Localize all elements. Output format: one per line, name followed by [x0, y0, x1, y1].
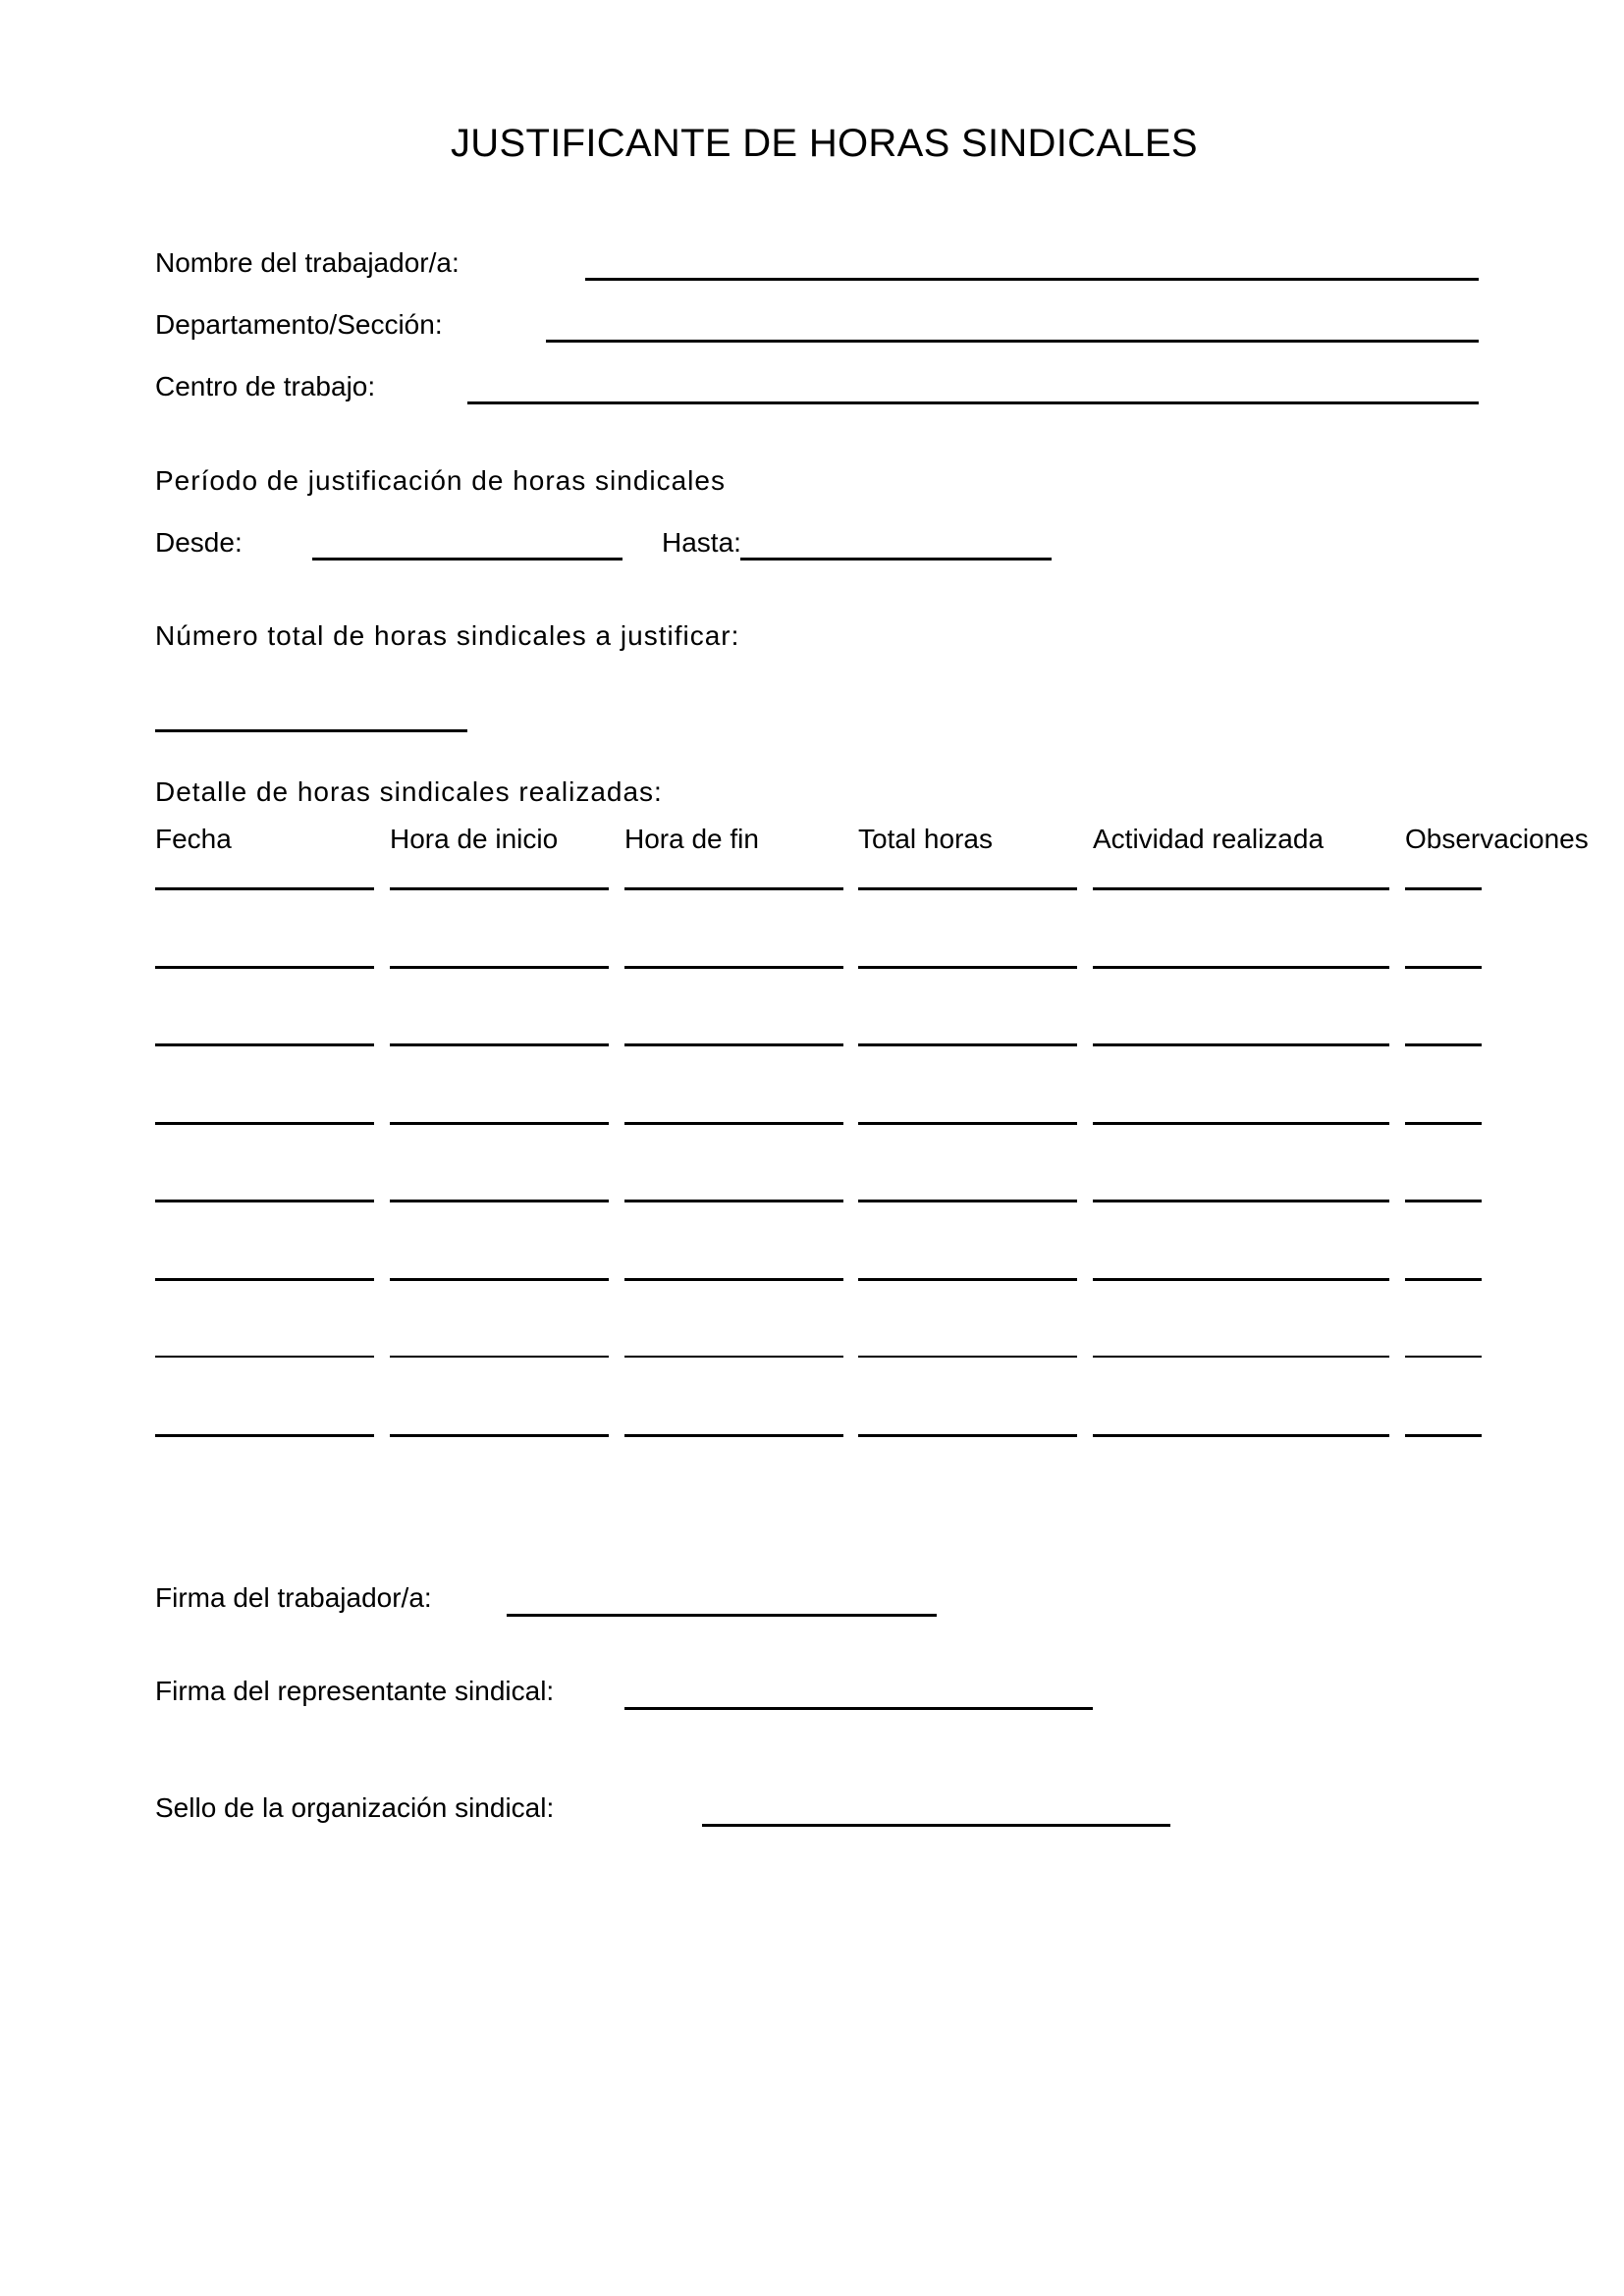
column-header-start-time: Hora de inicio: [390, 824, 559, 854]
table-cell-total-hours[interactable]: [858, 887, 1077, 890]
total-hours-field[interactable]: [155, 729, 467, 732]
table-cell-start-time[interactable]: [390, 1356, 609, 1358]
worker-name-label: Nombre del trabajador/a:: [155, 247, 460, 278]
union-stamp-label: Sello de la organización sindical:: [155, 1792, 555, 1823]
table-cell-start-time[interactable]: [390, 1043, 609, 1046]
table-cell-total-hours[interactable]: [858, 1356, 1077, 1358]
table-cell-observations[interactable]: [1405, 1434, 1482, 1437]
table-row: [0, 1434, 1624, 1446]
table-cell-start-time[interactable]: [390, 1434, 609, 1437]
table-cell-observations[interactable]: [1405, 1278, 1482, 1281]
detail-heading: Detalle de horas sindicales realizadas:: [155, 776, 663, 807]
department-label: Departamento/Sección:: [155, 309, 443, 340]
table-cell-observations[interactable]: [1405, 1200, 1482, 1202]
table-row: [0, 887, 1624, 899]
table-cell-observations[interactable]: [1405, 1122, 1482, 1125]
table-cell-date[interactable]: [155, 887, 374, 890]
period-heading: Período de justificación de horas sindicales: [155, 465, 726, 496]
document-title: JUSTIFICANTE DE HORAS SINDICALES: [451, 122, 1198, 165]
table-cell-activity[interactable]: [1093, 887, 1389, 890]
total-hours-label: Número total de horas sindicales a justificar:: [155, 620, 740, 651]
from-date-field[interactable]: [312, 558, 623, 561]
to-label: Hasta:: [662, 527, 741, 558]
worker-signature-field[interactable]: [507, 1614, 937, 1617]
table-cell-end-time[interactable]: [624, 1200, 843, 1202]
table-cell-date[interactable]: [155, 1200, 374, 1202]
table-cell-date[interactable]: [155, 966, 374, 969]
union-stamp-field[interactable]: [702, 1824, 1170, 1827]
table-cell-total-hours[interactable]: [858, 1043, 1077, 1046]
table-cell-total-hours[interactable]: [858, 1122, 1077, 1125]
table-cell-end-time[interactable]: [624, 1278, 843, 1281]
table-cell-activity[interactable]: [1093, 1434, 1389, 1437]
table-row: [0, 1122, 1624, 1134]
table-row: [0, 966, 1624, 978]
column-header-end-time: Hora de fin: [624, 824, 759, 854]
table-cell-end-time[interactable]: [624, 1043, 843, 1046]
table-cell-end-time[interactable]: [624, 966, 843, 969]
representative-signature-field[interactable]: [624, 1707, 1093, 1710]
table-cell-observations[interactable]: [1405, 1043, 1482, 1046]
table-row: [0, 1356, 1624, 1367]
table-cell-total-hours[interactable]: [858, 966, 1077, 969]
table-row: [0, 1200, 1624, 1211]
representative-signature-label: Firma del representante sindical:: [155, 1676, 555, 1706]
table-cell-date[interactable]: [155, 1278, 374, 1281]
table-cell-total-hours[interactable]: [858, 1200, 1077, 1202]
table-cell-end-time[interactable]: [624, 1356, 843, 1358]
table-cell-date[interactable]: [155, 1356, 374, 1358]
table-cell-end-time[interactable]: [624, 1434, 843, 1437]
worker-name-field[interactable]: [585, 278, 1479, 281]
column-header-date: Fecha: [155, 824, 232, 854]
column-header-total-hours: Total horas: [858, 824, 993, 854]
table-cell-observations[interactable]: [1405, 887, 1482, 890]
from-label: Desde:: [155, 527, 243, 558]
table-cell-end-time[interactable]: [624, 1122, 843, 1125]
table-cell-start-time[interactable]: [390, 887, 609, 890]
table-row: [0, 1278, 1624, 1290]
table-cell-date[interactable]: [155, 1122, 374, 1125]
column-header-activity: Actividad realizada: [1093, 824, 1325, 854]
table-cell-activity[interactable]: [1093, 1278, 1389, 1281]
table-cell-start-time[interactable]: [390, 1200, 609, 1202]
table-cell-observations[interactable]: [1405, 966, 1482, 969]
worker-signature-label: Firma del trabajador/a:: [155, 1582, 432, 1613]
table-cell-activity[interactable]: [1093, 1122, 1389, 1125]
table-row: [0, 1043, 1624, 1055]
column-header-observations: Observaciones: [1405, 824, 1589, 854]
table-cell-total-hours[interactable]: [858, 1278, 1077, 1281]
department-field[interactable]: [546, 340, 1479, 343]
table-cell-end-time[interactable]: [624, 887, 843, 890]
table-cell-start-time[interactable]: [390, 966, 609, 969]
workplace-field[interactable]: [467, 401, 1479, 404]
table-cell-start-time[interactable]: [390, 1278, 609, 1281]
table-cell-date[interactable]: [155, 1434, 374, 1437]
table-cell-date[interactable]: [155, 1043, 374, 1046]
table-cell-activity[interactable]: [1093, 966, 1389, 969]
table-cell-observations[interactable]: [1405, 1356, 1482, 1358]
workplace-label: Centro de trabajo:: [155, 371, 376, 401]
table-cell-activity[interactable]: [1093, 1356, 1389, 1358]
table-cell-total-hours[interactable]: [858, 1434, 1077, 1437]
to-date-field[interactable]: [740, 558, 1052, 561]
table-cell-start-time[interactable]: [390, 1122, 609, 1125]
table-cell-activity[interactable]: [1093, 1200, 1389, 1202]
table-cell-activity[interactable]: [1093, 1043, 1389, 1046]
